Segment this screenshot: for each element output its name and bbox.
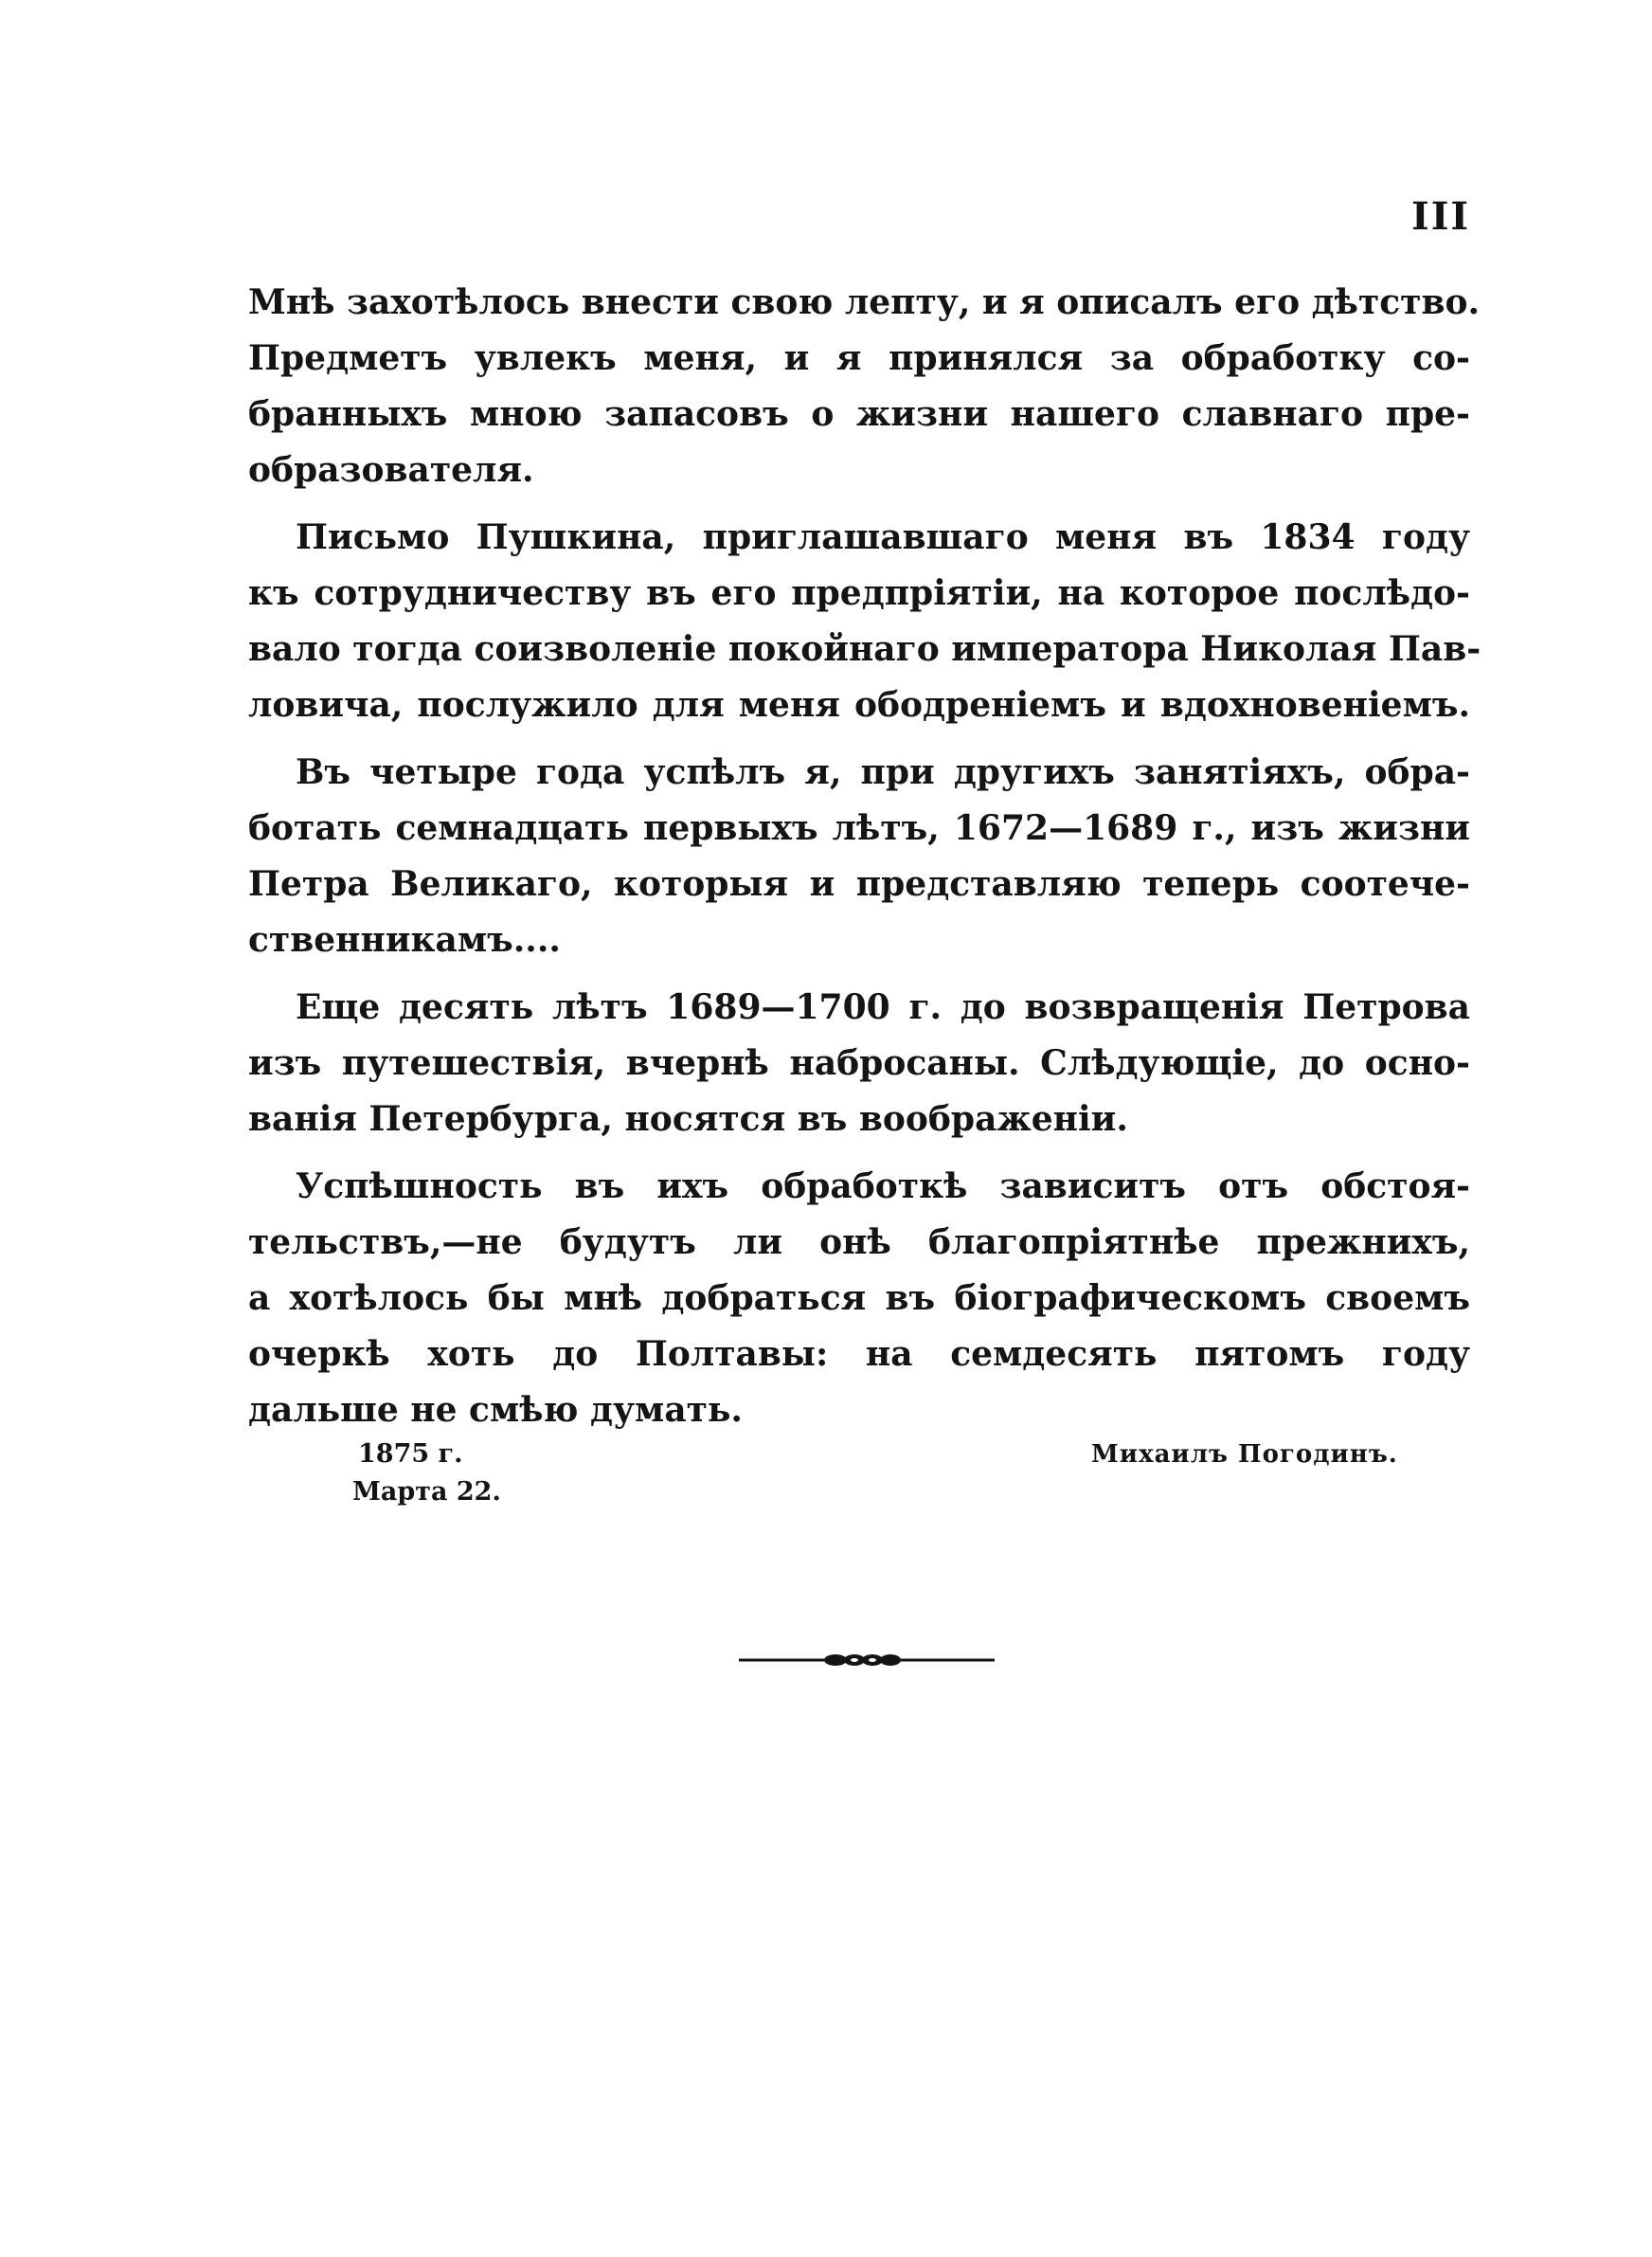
text-line: ловича, послужило для меня ободреніемъ и вдохновеніемъ. <box>248 685 1470 725</box>
text-line: а хотѣлось бы мнѣ добраться въ біографическомъ своемъ <box>248 1278 1470 1318</box>
text-line: Въ четыре года успѣлъ я, при другихъ занятіяхъ, обра- <box>296 752 1470 792</box>
text-line: къ сотрудничеству въ его предпріятіи, на которое послѣдо- <box>248 573 1470 613</box>
paragraph <box>248 745 1470 968</box>
text-line: тельствъ,—не будутъ ли онѣ благопріятнѣе прежнихъ, <box>248 1222 1470 1262</box>
text-line: Петра Великаго, которыя и представляю теперь соотече- <box>248 864 1470 904</box>
signature-year: 1875 г. <box>358 1439 463 1469</box>
text-line: ботать семнадцать первыхъ лѣтъ, 1672—1689 г., изъ жизни <box>248 808 1470 848</box>
paragraph <box>248 275 1481 498</box>
body-text <box>248 275 1481 1450</box>
text-line: Письмо Пушкина, приглашавшаго меня въ 1834 году <box>296 517 1470 557</box>
text-line: Мнѣ захотѣлось внести свою лепту, и я описалъ его дѣтство. <box>248 282 1481 322</box>
paragraph <box>248 980 1470 1147</box>
page-number: III <box>1411 194 1471 239</box>
signature-author: Михаилъ Погодинъ. <box>1091 1440 1398 1469</box>
text-line: ственникамъ.... <box>248 920 561 960</box>
text-line: очеркѣ хоть до Полтавы: на семдесять пятомъ году <box>248 1334 1470 1374</box>
signature-date: Марта 22. <box>352 1477 501 1507</box>
paragraph <box>248 1159 1470 1438</box>
text-line: Предметъ увлекъ меня, и я принялся за обработку со- <box>248 338 1470 378</box>
paragraph <box>248 510 1481 733</box>
text-line: изъ путешествія, вчернѣ набросаны. Слѣдующіе, до осно- <box>248 1043 1470 1083</box>
text-line: бранныхъ мною запасовъ о жизни нашего славнаго пре- <box>248 394 1470 434</box>
text-line: Еще десять лѣтъ 1689—1700 г. до возвращенія Петрова <box>296 987 1470 1027</box>
text-line: образователя. <box>248 450 534 490</box>
divider-ornament-icon <box>739 1649 995 1671</box>
signature-date-block <box>352 1435 501 1511</box>
text-line: ванія Петербурга, носятся въ воображеніи. <box>248 1099 1128 1139</box>
text-line: дальше не смѣю думать. <box>248 1390 743 1430</box>
text-line: вало тогда соизволеніе покойнаго императора Николая Пав- <box>248 629 1481 669</box>
text-line: Успѣшность въ ихъ обработкѣ зависитъ отъ обстоя- <box>296 1166 1470 1206</box>
